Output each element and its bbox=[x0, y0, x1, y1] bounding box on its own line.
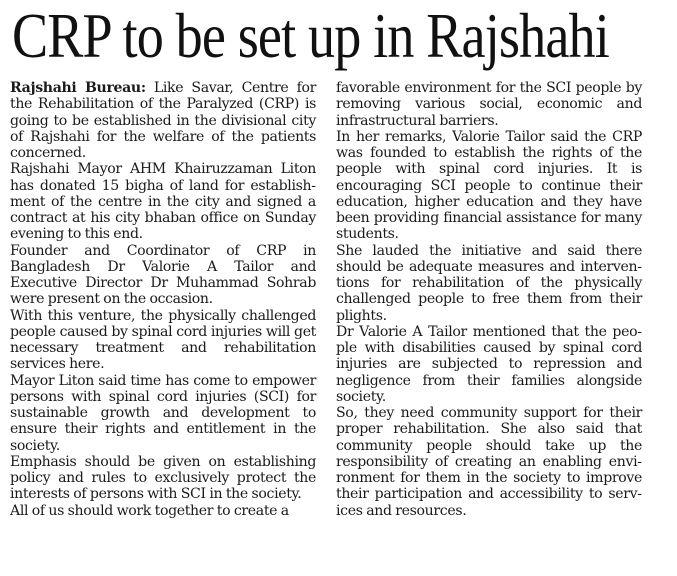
article-paragraph: Emphasis should be given on establishing policy and rules to exclusively protect the interests of persons with SCI in the society. bbox=[10, 453, 316, 503]
article-column-right bbox=[336, 80, 642, 519]
article-paragraph: Founder and Coordinator of CRP in Bangladesh Dr Valorie A Tailor and Executive Director Dr Muhammad Sohrab were present on the occasion. bbox=[10, 242, 316, 308]
article-paragraph: Mayor Liton said time has come to empower persons with spinal cord injuries (SCI) for sustainable growth and development to ensure their rights and entitlement in the society. bbox=[10, 372, 316, 454]
article-paragraph: With this venture, the physically challenged people caused by spinal cord injuries will get necessary treatment and rehabilitation services here. bbox=[10, 307, 316, 373]
article-column-left bbox=[10, 80, 316, 519]
article-paragraph: She lauded the initiative and said there should be adequate measures and interventions for rehabilitation of the physically challenged people to free them from their plights. bbox=[336, 242, 642, 324]
byline: Rajshahi Bureau: bbox=[10, 80, 146, 96]
headline: CRP to be set up in Rajshahi bbox=[12, 1, 609, 71]
article-paragraph: All of us should work together to create a bbox=[10, 502, 289, 519]
article-paragraph: Dr Valorie A Tailor mentioned that the people with disabilities caused by spinal cord injuries are subjected to repression and negligence from their families alongside society. bbox=[336, 323, 642, 405]
article-paragraph bbox=[10, 80, 316, 161]
paragraph-text: Like Savar, Centre for the Rehabilitation of the Paralyzed (CRP) is going to be established in the divisional city of Rajshahi for the welfare of the patients concerned. bbox=[10, 80, 316, 161]
article-paragraph: In her remarks, Valorie Tailor said the CRP was founded to establish the rights of the people with spinal cord injuries. It is encouraging SCI people to continue their education, higher education and they have been providing financial assistance for many students. bbox=[336, 128, 642, 243]
article-paragraph: So, they need community support for their proper rehabilitation. She also said that community people should take up the responsibility of creating an enabling environment for them in the society to improve their participation and accessibility to services and resources. bbox=[336, 405, 642, 519]
article-paragraph: Rajshahi Mayor AHM Khairuzzaman Liton has donated 15 bigha of land for establishment of the centre in the city and signed a contract at his city bhaban office on Sunday evening to this end. bbox=[10, 161, 316, 243]
article-paragraph: favorable environment for the SCI people by removing various social, economic and infrastructural barriers. bbox=[336, 80, 642, 129]
